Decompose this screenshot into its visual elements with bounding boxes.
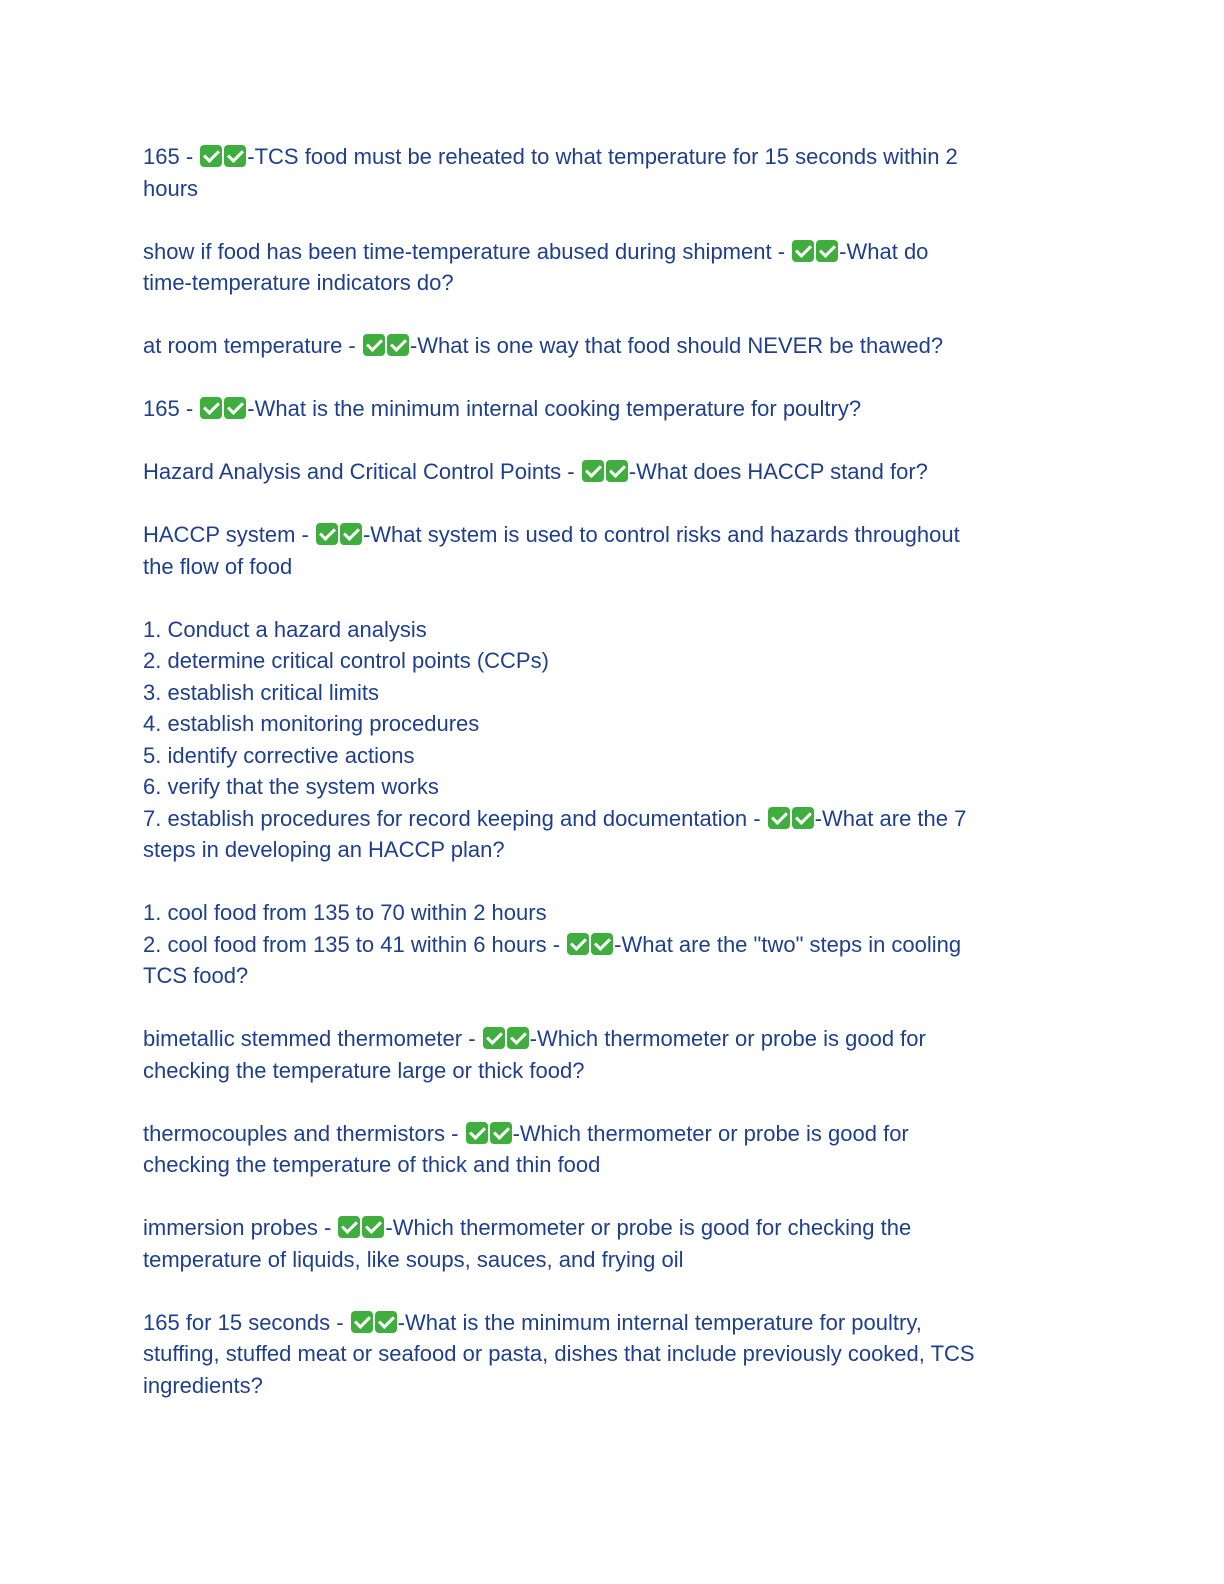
question-line [143,1370,1063,1402]
answer-text: show if food has been time-temperature abused during shipment [143,238,772,264]
answer-text: 1. cool food from 135 to 70 within 2 hours [143,900,547,925]
question-line [143,1338,1063,1370]
question-text: What do [846,238,929,264]
question-text: What system is used to control risks and hazards throughout [370,522,960,547]
answer-question-line: immersion probes - -Which thermometer or probe is good for checking the [143,1215,912,1240]
answer-text: 165 [143,144,180,169]
flashcard [143,1212,1063,1275]
check-mark-icon [224,397,246,419]
check-mark-icon [338,1216,360,1238]
answer-question-line: Hazard Analysis and Critical Control Points - -What does HACCP stand for? [143,459,928,484]
flashcard [143,1307,1063,1402]
answer-text: 3. establish critical limits [143,679,379,705]
check-mark-icon [768,807,790,829]
document-body [143,141,1063,1433]
check-mark-icon [483,1027,505,1049]
answer-question-line: at room temperature - -What is one way that food should NEVER be thawed? [143,333,944,358]
question-text: checking the temperature of thick and thin food [143,1152,601,1177]
flashcard [143,519,1063,582]
flashcard [143,1118,1063,1181]
question-line [143,1244,1063,1276]
question-text: What is the minimum internal temperature for poultry, [405,1309,922,1335]
check-mark-icon [591,933,613,955]
flashcard [143,330,1063,362]
check-mark-icon [316,523,338,545]
question-text: checking the temperature large or thick food? [143,1057,585,1083]
check-mark-icon [466,1122,488,1144]
answer-question-line: HACCP system - -What system is used to control risks and hazards throughout [143,522,960,547]
answer-line [143,645,1063,677]
check-mark-icon [490,1122,512,1144]
flashcard [143,1023,1063,1086]
question-text: What are the 7 [822,805,967,831]
question-text: stuffing, stuffed meat or seafood or pasta, dishes that include previously cooked, TCS [143,1341,975,1366]
question-text: Which thermometer or probe is good for [537,1026,926,1051]
answer-text: 165 for 15 seconds [143,1309,331,1335]
question-line [143,173,1063,205]
flashcard [143,614,1063,866]
question-text: What does HACCP stand for? [636,459,928,484]
question-text: TCS food must be reheated to what temperature for 15 seconds within 2 [254,144,958,169]
check-mark-icon [816,240,838,262]
question-text: What is the minimum internal cooking temperature for poultry? [254,396,862,421]
question-line [143,551,1063,583]
question-line [143,834,1063,866]
answer-text: 2. determine critical control points (CCPs) [143,648,549,673]
check-mark-icon [200,397,222,419]
answer-text: at room temperature [143,333,343,358]
answer-text: 7. establish procedures for record keeping and documentation [143,805,748,831]
check-mark-icon [582,460,604,482]
flashcard [143,456,1063,488]
question-text: ingredients? [143,1372,263,1398]
answer-line [143,740,1063,772]
answer-question-line: 2. cool food from 135 to 41 within 6 hours - -What are the "two" steps in cooling [143,931,962,957]
check-mark-icon [387,334,409,356]
check-mark-icon [363,334,385,356]
answer-text: immersion probes [143,1215,318,1240]
answer-line [143,897,1063,929]
answer-question-line: bimetallic stemmed thermometer - -Which thermometer or probe is good for [143,1026,926,1051]
check-mark-icon [567,933,589,955]
check-mark-icon [224,145,246,167]
answer-question-line: 165 for 15 seconds - -What is the minimum internal temperature for poultry, [143,1309,922,1335]
answer-line [143,771,1063,803]
question-text: the flow of food [143,553,293,579]
question-text: time-temperature indicators do? [143,270,454,295]
check-mark-icon [362,1216,384,1238]
question-text: What is one way that food should NEVER be thawed? [417,333,944,358]
answer-line [143,614,1063,646]
check-mark-icon [200,145,222,167]
answer-text: 165 [143,396,180,421]
check-mark-icon [375,1311,397,1333]
question-text: What are the "two" steps in cooling [621,931,962,957]
check-mark-icon [351,1311,373,1333]
flashcard [143,897,1063,992]
answer-text: 4. establish monitoring procedures [143,711,480,736]
answer-text: thermocouples and thermistors [143,1120,446,1146]
question-line [143,960,1063,992]
answer-question-line: 165 - -TCS food must be reheated to what temperature for 15 seconds within 2 [143,144,958,169]
answer-text: HACCP system [143,522,296,547]
question-line [143,1055,1063,1087]
question-line [143,267,1063,299]
question-text: hours [143,175,199,201]
answer-text: 5. identify corrective actions [143,742,415,768]
flashcard [143,141,1063,204]
answer-text: bimetallic stemmed thermometer [143,1026,463,1051]
check-mark-icon [340,523,362,545]
question-text: Which thermometer or probe is good for [519,1120,909,1146]
answer-line [143,708,1063,740]
flashcard [143,236,1063,299]
check-mark-icon [792,807,814,829]
answer-question-line: 7. establish procedures for record keeping and documentation - -What are the 7 [143,805,967,831]
question-line [143,1149,1063,1181]
answer-text: 1. Conduct a hazard analysis [143,616,427,642]
answer-text: Hazard Analysis and Critical Control Points [143,459,562,484]
answer-line [143,677,1063,709]
answer-question-line: thermocouples and thermistors - -Which thermometer or probe is good for [143,1120,909,1146]
question-text: temperature of liquids, like soups, sauces, and frying oil [143,1246,684,1272]
flashcard [143,393,1063,425]
question-text: steps in developing an HACCP plan? [143,837,505,862]
answer-question-line: show if food has been time-temperature abused during shipment - -What do [143,238,929,264]
check-mark-icon [606,460,628,482]
answer-question-line: 165 - -What is the minimum internal cooking temperature for poultry? [143,396,862,421]
check-mark-icon [507,1027,529,1049]
check-mark-icon [792,240,814,262]
question-text: TCS food? [143,963,249,988]
answer-text: 2. cool food from 135 to 41 within 6 hours [143,931,547,957]
answer-text: 6. verify that the system works [143,774,439,799]
question-text: Which thermometer or probe is good for checking the [392,1215,912,1240]
